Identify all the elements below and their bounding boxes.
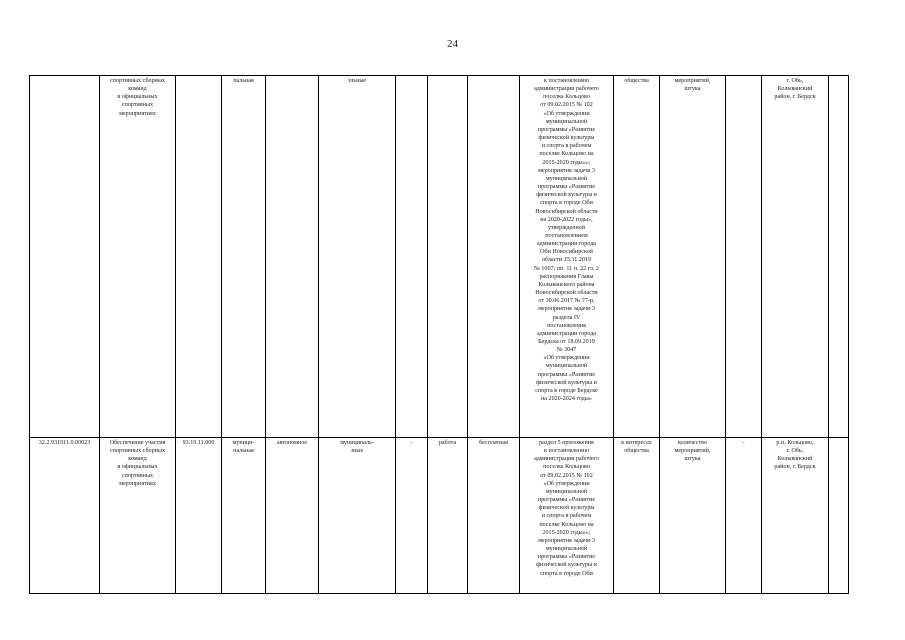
- cell-line: мероприятиях: [119, 480, 156, 487]
- cell-line: Колыванского района: [538, 281, 595, 288]
- cell-col6: [319, 76, 396, 438]
- cell-line: физической культуры и: [536, 379, 597, 386]
- services-register-table: [29, 75, 849, 594]
- cell-line: программы «Развитие: [537, 371, 596, 378]
- cell-location: [762, 76, 829, 438]
- cell-line: мероприятия задачи 3: [538, 306, 595, 313]
- cell-line: поселке Кольцово на: [539, 521, 594, 528]
- cell-indicator: [660, 438, 726, 594]
- cell-line: администрации города: [536, 330, 597, 337]
- cell-line: на 2020-2024 годы»: [541, 396, 592, 403]
- cell-line: области 15.11.2019: [541, 257, 592, 264]
- cell-line: общества: [624, 78, 649, 84]
- cell-payment: бесплатная: [468, 438, 520, 594]
- cell-line: к постановлению: [543, 78, 590, 84]
- cell-line: спорта в городе Бердске: [535, 387, 598, 394]
- cell-line: штука: [684, 86, 701, 93]
- cell-line: спорта в городе Оби: [540, 200, 593, 207]
- cell-line: общества: [624, 448, 649, 455]
- cell-line: спортивных сборных: [109, 78, 166, 84]
- cell-line: программы «Развитие: [537, 554, 596, 561]
- cell-line: г. Обь,: [786, 448, 804, 455]
- cell-line: «Об утверждении: [543, 110, 590, 117]
- cell-line: раздел 5 приложения: [539, 440, 594, 446]
- cell-legal-basis: [520, 438, 614, 594]
- cell-line: «Об утверждении: [543, 480, 590, 487]
- cell-line: район, г. Бердск: [774, 464, 816, 471]
- cell-line: физической культуры: [538, 505, 595, 512]
- cell-line: муниципальной: [545, 363, 588, 370]
- cell-line: мероприятий,: [674, 448, 711, 455]
- cell-line: в интересах: [621, 440, 652, 446]
- cell-line: Колыванский: [777, 456, 813, 463]
- cell-line: зные: [350, 448, 364, 455]
- cell-line: администрации рабочего: [534, 86, 599, 93]
- cell-line: администрации рабочего: [534, 456, 599, 463]
- cell-institution-type: [266, 76, 319, 438]
- cell-line: зльные: [347, 78, 367, 84]
- cell-col13: [726, 76, 762, 438]
- cell-line: физической культуры: [538, 135, 595, 142]
- cell-line: физической культуры и: [536, 562, 597, 569]
- cell-legal-basis: [520, 76, 614, 438]
- cell-line: муниципаль-: [340, 440, 374, 446]
- cell-level: [222, 438, 266, 594]
- cell-line: постановления: [547, 322, 586, 329]
- cell-work-type: работа: [428, 438, 468, 594]
- cell-line: Оби Новосибирской: [540, 249, 593, 256]
- cell-line: программы «Развитие: [537, 126, 596, 133]
- table-body: [30, 76, 849, 594]
- cell-line: район, г. Бердск: [774, 94, 816, 101]
- cell-line: поселке Кольцово на: [539, 151, 594, 158]
- cell-line: спортивных сборных: [109, 448, 166, 455]
- cell-line: от 09.02.2015 № 102: [540, 472, 593, 479]
- cell-name: [100, 438, 176, 594]
- cell-line: мероприятий,: [674, 78, 711, 84]
- cell-line: муниципальной: [545, 546, 588, 553]
- cell-line: р.п. Кольцово,: [776, 440, 814, 446]
- cell-line: Колыванский: [777, 86, 813, 93]
- cell-line: муниципальной: [545, 175, 588, 182]
- cell-name: [100, 76, 176, 438]
- cell-line: спорта в городе Оби: [540, 570, 593, 577]
- cell-line: пальная: [233, 448, 254, 455]
- cell-col6: [319, 438, 396, 594]
- cell-line: Бердска от 18.09.2019: [538, 339, 595, 345]
- cell-okved: [176, 76, 222, 438]
- cell-line: распоряжения Главы: [539, 273, 594, 280]
- cell-line: и спорта в рабочем: [541, 513, 592, 520]
- cell-okved: 93.19.11.000: [176, 438, 222, 594]
- cell-line: на 2020-2022 годы»,: [540, 216, 593, 223]
- cell-line: поселка Кольцово: [543, 464, 590, 471]
- cell-line: поселка Кольцово: [543, 94, 590, 101]
- cell-line: в официальных: [117, 94, 158, 101]
- cell-interests: [614, 438, 660, 594]
- cell-work-type: [428, 76, 468, 438]
- cell-line: штука: [684, 456, 701, 463]
- page-number: 24: [447, 38, 458, 50]
- cell-payment: [468, 76, 520, 438]
- cell-indicator: [660, 76, 726, 438]
- table-row: [30, 76, 849, 438]
- cell-col7: [396, 76, 428, 438]
- cell-line: г. Обь,: [786, 78, 804, 84]
- cell-col15: [829, 76, 849, 438]
- cell-col13: -: [726, 438, 762, 594]
- cell-line: физической культуры в: [536, 192, 597, 199]
- cell-line: 2015-2020 годы»»;: [542, 159, 591, 166]
- cell-line: 2015-2020 годы»»;: [542, 529, 591, 536]
- cell-line: утвержденной: [547, 224, 586, 231]
- cell-level: [222, 76, 266, 438]
- cell-line: в официальных: [117, 464, 158, 471]
- cell-line: Новосибирской области: [535, 208, 598, 215]
- cell-line: и спорта в рабочем: [541, 143, 592, 150]
- cell-line: программы «Развитие: [537, 184, 596, 191]
- cell-line: команд: [128, 86, 147, 93]
- cell-location: [762, 438, 829, 594]
- cell-line: мероприятия задачи 3: [538, 537, 595, 544]
- cell-line: от 09.02.2015 № 102: [540, 102, 593, 109]
- cell-line: муници-: [232, 440, 255, 446]
- cell-interests: [614, 76, 660, 438]
- cell-line: Обеспечение участия: [109, 440, 166, 446]
- cell-institution-type: автономное: [266, 438, 319, 594]
- cell-line: № 3047: [556, 347, 577, 354]
- cell-line: Новосибирской области: [535, 290, 598, 297]
- cell-line: пальная: [233, 78, 254, 84]
- cell-col15: [829, 438, 849, 594]
- cell-line: количество: [677, 440, 708, 446]
- cell-line: программы «Развитие: [537, 497, 596, 504]
- cell-line: мероприятиях: [119, 110, 156, 117]
- cell-line: администрации города: [536, 241, 597, 248]
- cell-line: раздела IV: [552, 314, 581, 321]
- cell-line: мероприятия задачи 3: [538, 167, 595, 174]
- cell-line: муниципальной: [545, 118, 588, 125]
- cell-line: команд: [128, 456, 147, 463]
- cell-code: [30, 76, 100, 438]
- table-row: [30, 438, 849, 594]
- cell-line: спортивных: [121, 102, 154, 109]
- cell-line: постановлением: [545, 232, 588, 239]
- cell-line: от 30.06.2017 № 77-р,: [538, 298, 595, 305]
- cell-col7: -: [396, 438, 428, 594]
- cell-code: 32.2.931911.0.00023: [30, 438, 100, 594]
- cell-line: к постановлению: [543, 448, 590, 455]
- cell-line: спортивных: [121, 472, 154, 479]
- cell-line: № 1067; пп. 11 п. 22 гл. 2: [534, 265, 599, 272]
- cell-line: муниципальной: [545, 488, 588, 495]
- cell-line: «Об утверждении: [543, 355, 590, 362]
